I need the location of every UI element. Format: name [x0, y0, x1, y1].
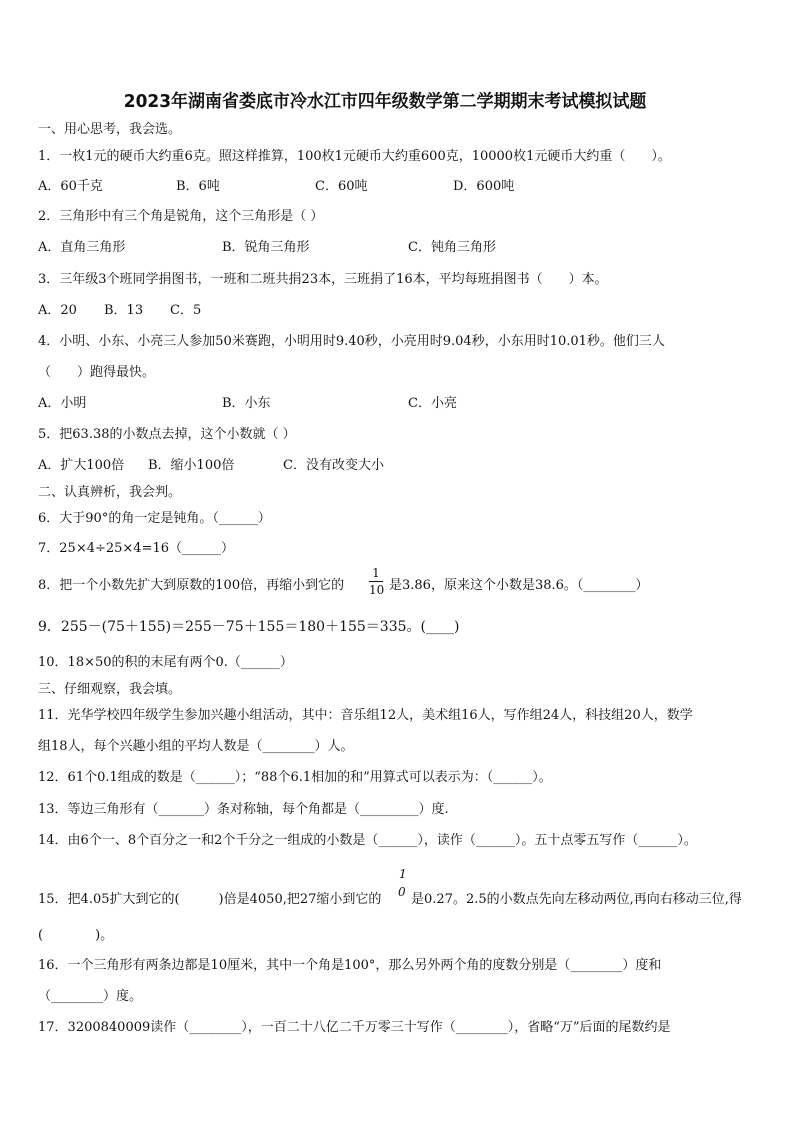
q1-option-b: B．6吨	[176, 179, 220, 194]
question-1: 1．一枚1元的硬币大约重6克。照这样推算，100枚1元硬币大约重600克，10000枚1元硬币大约重（ ）。	[38, 149, 671, 164]
q8-fraction-numerator: 1	[372, 566, 380, 580]
question-16-line-1: 16．一个三角形有两条边都是10厘米，其中一个角是100°，那么另外两个角的度数分别是（________）度和	[38, 958, 662, 973]
q2-option-c: C．钝角三角形	[408, 240, 496, 255]
page-title: 2023年湖南省娄底市冷水江市四年级数学第二学期期末考试模拟试题	[123, 92, 647, 112]
question-14: 14．由6个一、8个百分之一和2个千分之一组成的小数是（______），读作（______）。五十点零五写作（______）。	[38, 833, 697, 848]
question-4-line-1: 4．小明、小东、小亮三人参加50米赛跑，小明用时9.40秒，小亮用时9.04秒，小东用时10.01秒。他们三人	[38, 334, 665, 349]
q2-option-a: A．直角三角形	[38, 240, 126, 255]
question-3: 3．三年级3个班同学捐图书，一班和二班共捐23本，三班捐了16本，平均每班捐图书（ ）本。	[38, 272, 608, 287]
question-8-part-2: 是3.86，原来这个小数是38.6。（________）	[389, 578, 649, 593]
q4-option-b: B．小东	[222, 396, 271, 411]
q5-option-c: C．没有改变大小	[283, 458, 384, 473]
q8-fraction	[369, 566, 383, 597]
question-15-part-1: 15．把4.05扩大到它的( )倍是4050,把27缩小到它的	[38, 892, 382, 907]
q15-fraction-denominator: 0	[398, 885, 406, 899]
question-4-line-2: （ ）跑得最快。	[38, 365, 156, 380]
question-15-line-2: ( )。	[38, 928, 114, 943]
question-17: 17．3200840009读作（________），一百二十八亿二千万零三十写作（________），省略“万”后面的尾数约是	[38, 1020, 671, 1035]
q1-option-d: D．600吨	[453, 179, 515, 194]
q5-option-b: B．缩小100倍	[148, 458, 235, 473]
question-16-line-2: （________）度。	[38, 989, 143, 1004]
question-11-line-2: 组18人，每个兴趣小组的平均人数是（________）人。	[38, 739, 354, 754]
section-1-heading: 一、用心思考，我会选。	[38, 122, 182, 137]
question-11-line-1: 11．光华学校四年级学生参加兴趣小组活动，其中：音乐组12人，美术组16人，写作组24人，科技组20人，数学	[38, 708, 693, 723]
q15-fraction-numerator: 1	[399, 867, 407, 881]
question-9: 9．255－(75＋155)＝255－75＋155＝180＋155＝335。(____)	[38, 619, 460, 635]
section-3-heading: 三、仔细观察，我会填。	[38, 682, 182, 697]
question-7: 7．25×4÷25×4=16（______）	[38, 541, 235, 556]
question-2: 2．三角形中有三个角是锐角，这个三角形是（ ）	[38, 209, 324, 224]
question-6: 6．大于90°的角一定是钝角。（______）	[38, 511, 271, 526]
q3-option-c: C．5	[170, 303, 202, 318]
q3-option-b: B．13	[104, 303, 144, 318]
q4-option-c: C．小亮	[408, 396, 457, 411]
question-13: 13．等边三角形有（_______）条对称轴，每个角都是（_________）度.	[38, 802, 449, 817]
question-5: 5．把63.38的小数点去掉，这个小数就（ ）	[38, 427, 296, 442]
q8-fraction-denominator: 10	[369, 583, 385, 597]
q5-option-a: A．扩大100倍	[38, 458, 125, 473]
section-2-heading: 二、认真辨析，我会判。	[38, 485, 182, 500]
question-12: 12．61个0.1组成的数是（______）；“88个6.1相加的和”用算式可以表示为：（______）。	[38, 770, 552, 785]
q8-fraction-bar	[369, 581, 383, 582]
question-15-part-2: 是0.27。2.5的小数点先向左移动两位,再向右移动三位,得	[411, 892, 742, 907]
q2-option-b: B．锐角三角形	[222, 240, 310, 255]
q1-option-c: C．60吨	[315, 179, 368, 194]
q1-option-a: A．60千克	[38, 179, 103, 194]
question-8-part-1: 8．把一个小数先扩大到原数的100倍，再缩小到它的	[38, 578, 345, 593]
q3-option-a: A．20	[38, 303, 77, 318]
question-10: 10．18×50的积的末尾有两个0.（______）	[38, 655, 293, 670]
q4-option-a: A．小明	[38, 396, 87, 411]
